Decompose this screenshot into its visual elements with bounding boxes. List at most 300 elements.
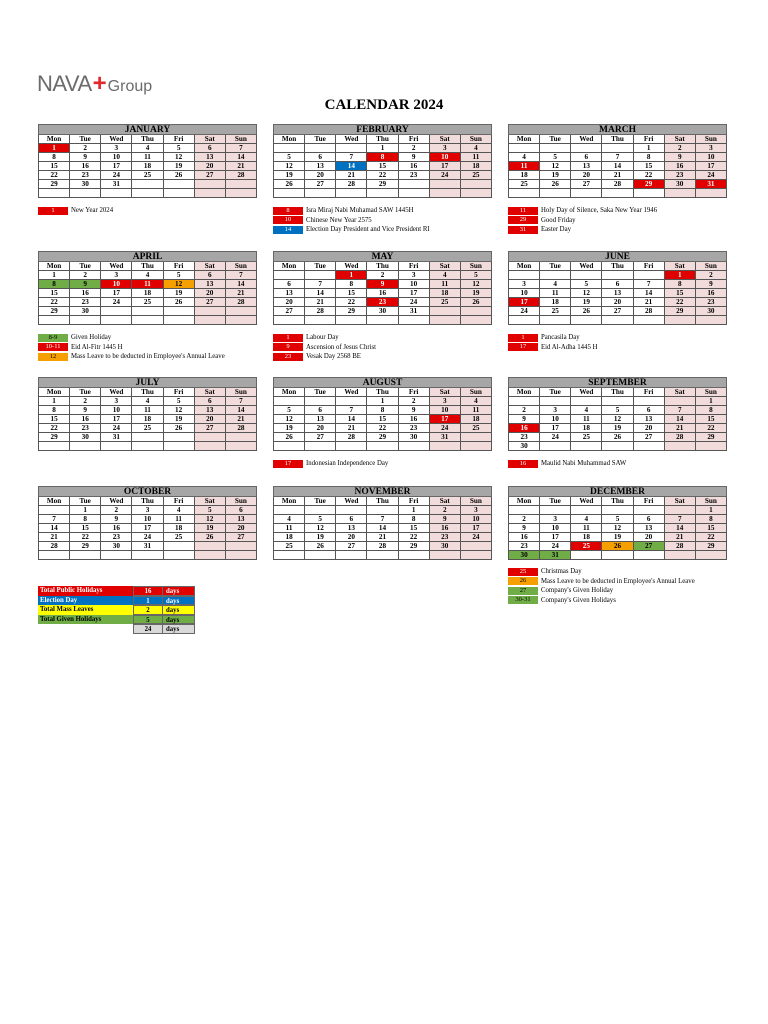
legend-day-chip: 26 bbox=[508, 577, 538, 585]
day-cell: 27 bbox=[195, 298, 226, 307]
day-cell: 12 bbox=[164, 280, 195, 289]
legend-day-chip: 27 bbox=[508, 587, 538, 595]
day-cell: 3 bbox=[101, 144, 132, 153]
day-cell bbox=[273, 271, 305, 280]
day-cell: 12 bbox=[164, 153, 195, 162]
day-cell: 28 bbox=[665, 542, 696, 551]
day-cell: 15 bbox=[634, 162, 665, 171]
weekday-header: Sun bbox=[696, 262, 727, 271]
day-cell: 21 bbox=[602, 171, 633, 180]
day-cell: 9 bbox=[101, 515, 132, 524]
weekday-header: Sun bbox=[461, 497, 492, 506]
day-cell: 20 bbox=[195, 162, 226, 171]
day-cell bbox=[226, 316, 257, 325]
legend-day-chip: 10-11 bbox=[38, 343, 68, 351]
day-cell: 2 bbox=[70, 144, 101, 153]
day-cell: 17 bbox=[461, 524, 492, 533]
day-cell bbox=[540, 397, 571, 406]
day-cell: 21 bbox=[226, 415, 257, 424]
legend-item bbox=[273, 352, 503, 362]
month-title: APRIL bbox=[38, 251, 257, 262]
day-cell: 22 bbox=[367, 171, 398, 180]
weekday-header: Thu bbox=[367, 262, 398, 271]
day-cell: 23 bbox=[508, 542, 540, 551]
day-cell: 27 bbox=[305, 433, 336, 442]
day-cell: 29 bbox=[696, 433, 727, 442]
day-cell bbox=[226, 307, 257, 316]
day-cell: 27 bbox=[195, 424, 226, 433]
month-july bbox=[38, 377, 257, 451]
day-cell bbox=[461, 180, 492, 189]
summary-value: 5 bbox=[133, 615, 163, 625]
day-cell bbox=[571, 144, 602, 153]
day-cell: 21 bbox=[336, 171, 367, 180]
day-cell bbox=[540, 144, 571, 153]
day-cell: 1 bbox=[634, 144, 665, 153]
day-cell: 29 bbox=[696, 542, 727, 551]
day-cell: 27 bbox=[336, 542, 367, 551]
legend-day-chip: 17 bbox=[273, 460, 303, 468]
day-cell bbox=[665, 442, 696, 451]
day-cell: 21 bbox=[305, 298, 336, 307]
day-cell bbox=[508, 506, 540, 515]
day-cell: 5 bbox=[461, 271, 492, 280]
day-cell: 4 bbox=[461, 144, 492, 153]
legend-text: Company's Given Holidays bbox=[541, 596, 616, 604]
legend-item bbox=[508, 596, 738, 606]
day-cell: 26 bbox=[195, 533, 226, 542]
day-cell bbox=[132, 180, 163, 189]
day-cell: 10 bbox=[461, 515, 492, 524]
day-cell: 18 bbox=[273, 533, 305, 542]
day-cell: 18 bbox=[132, 162, 163, 171]
month-title: JULY bbox=[38, 377, 257, 388]
day-cell bbox=[430, 442, 461, 451]
day-cell: 6 bbox=[226, 506, 257, 515]
day-cell: 3 bbox=[540, 515, 571, 524]
weekday-header: Tue bbox=[305, 497, 336, 506]
day-cell: 12 bbox=[273, 415, 305, 424]
day-cell: 13 bbox=[602, 289, 633, 298]
day-cell: 12 bbox=[164, 406, 195, 415]
day-cell: 6 bbox=[273, 280, 305, 289]
day-cell: 4 bbox=[571, 515, 602, 524]
day-cell bbox=[195, 189, 226, 198]
day-cell: 13 bbox=[571, 162, 602, 171]
day-cell bbox=[164, 180, 195, 189]
weekday-header: Tue bbox=[305, 262, 336, 271]
day-cell: 26 bbox=[571, 307, 602, 316]
day-cell: 26 bbox=[602, 542, 633, 551]
day-cell: 19 bbox=[164, 162, 195, 171]
day-cell: 17 bbox=[399, 289, 430, 298]
day-cell: 2 bbox=[665, 144, 696, 153]
weekday-header: Sat bbox=[430, 497, 461, 506]
day-cell bbox=[101, 442, 132, 451]
weekday-header: Mon bbox=[508, 135, 540, 144]
day-cell bbox=[508, 271, 540, 280]
day-cell: 11 bbox=[164, 515, 195, 524]
day-cell: 9 bbox=[70, 406, 101, 415]
day-cell: 11 bbox=[132, 280, 163, 289]
day-cell: 8 bbox=[38, 280, 70, 289]
day-cell bbox=[461, 189, 492, 198]
day-cell bbox=[305, 144, 336, 153]
day-cell: 30 bbox=[367, 307, 398, 316]
weekday-header: Sat bbox=[665, 135, 696, 144]
day-cell: 30 bbox=[508, 442, 540, 451]
day-cell: 1 bbox=[70, 506, 101, 515]
day-cell: 20 bbox=[571, 171, 602, 180]
day-cell: 4 bbox=[273, 515, 305, 524]
day-cell: 9 bbox=[70, 153, 101, 162]
day-cell: 16 bbox=[70, 415, 101, 424]
day-cell bbox=[38, 189, 70, 198]
day-cell: 1 bbox=[696, 397, 727, 406]
day-cell bbox=[571, 316, 602, 325]
day-cell: 24 bbox=[540, 433, 571, 442]
day-cell bbox=[273, 144, 305, 153]
day-cell: 11 bbox=[132, 153, 163, 162]
day-cell bbox=[696, 442, 727, 451]
weekday-header: Tue bbox=[305, 135, 336, 144]
day-cell: 9 bbox=[367, 280, 398, 289]
day-cell: 3 bbox=[101, 397, 132, 406]
day-cell bbox=[273, 189, 305, 198]
day-cell: 22 bbox=[38, 424, 70, 433]
day-cell bbox=[38, 506, 70, 515]
day-cell: 25 bbox=[132, 424, 163, 433]
day-cell: 23 bbox=[508, 433, 540, 442]
day-cell: 7 bbox=[226, 144, 257, 153]
day-cell bbox=[305, 506, 336, 515]
day-cell bbox=[132, 189, 163, 198]
day-cell bbox=[101, 551, 132, 560]
day-cell: 23 bbox=[367, 298, 398, 307]
day-cell: 12 bbox=[195, 515, 226, 524]
day-cell bbox=[461, 551, 492, 560]
summary-value: 24 bbox=[133, 624, 163, 634]
weekday-header: Thu bbox=[602, 497, 633, 506]
day-cell: 22 bbox=[696, 424, 727, 433]
day-cell bbox=[132, 433, 163, 442]
legend-january bbox=[38, 206, 268, 216]
day-cell: 28 bbox=[665, 433, 696, 442]
logo-name: NAVA bbox=[37, 71, 92, 96]
legend-item bbox=[273, 343, 503, 353]
day-cell: 1 bbox=[336, 271, 367, 280]
weekday-header: Sun bbox=[226, 262, 257, 271]
logo-group: Group bbox=[107, 78, 153, 95]
day-cell: 27 bbox=[571, 180, 602, 189]
weekday-header: Mon bbox=[38, 388, 70, 397]
day-cell: 1 bbox=[696, 506, 727, 515]
day-cell bbox=[336, 397, 367, 406]
weekday-header: Wed bbox=[571, 135, 602, 144]
legend-item bbox=[38, 343, 268, 353]
day-cell: 1 bbox=[38, 271, 70, 280]
day-cell: 19 bbox=[540, 171, 571, 180]
day-cell bbox=[101, 316, 132, 325]
day-cell: 7 bbox=[367, 515, 398, 524]
day-cell: 13 bbox=[195, 280, 226, 289]
day-cell: 15 bbox=[367, 415, 398, 424]
day-cell: 13 bbox=[226, 515, 257, 524]
day-cell: 31 bbox=[540, 551, 571, 560]
summary-row bbox=[38, 596, 195, 606]
weekday-header: Wed bbox=[571, 497, 602, 506]
legend-item bbox=[273, 459, 503, 469]
day-cell: 25 bbox=[164, 533, 195, 542]
month-title: FEBRUARY bbox=[273, 124, 492, 135]
day-cell: 13 bbox=[634, 524, 665, 533]
legend-item bbox=[273, 333, 503, 343]
legend-item bbox=[273, 216, 503, 226]
legend-item bbox=[273, 225, 503, 235]
day-cell: 2 bbox=[367, 271, 398, 280]
day-cell: 30 bbox=[665, 180, 696, 189]
summary-unit: days bbox=[163, 624, 195, 634]
legend-text: Holy Day of Silence, Saka New Year 1946 bbox=[541, 207, 658, 215]
day-cell bbox=[602, 316, 633, 325]
day-cell: 24 bbox=[430, 424, 461, 433]
day-cell: 25 bbox=[461, 171, 492, 180]
day-cell: 30 bbox=[430, 542, 461, 551]
day-cell: 5 bbox=[602, 515, 633, 524]
day-cell: 19 bbox=[602, 424, 633, 433]
legend-march bbox=[508, 206, 738, 235]
weekday-header: Wed bbox=[101, 262, 132, 271]
day-cell bbox=[367, 551, 398, 560]
day-cell: 1 bbox=[38, 144, 70, 153]
day-cell: 3 bbox=[101, 271, 132, 280]
day-cell: 21 bbox=[226, 289, 257, 298]
day-cell: 14 bbox=[38, 524, 70, 533]
day-cell bbox=[70, 316, 101, 325]
day-cell: 4 bbox=[132, 397, 163, 406]
day-cell bbox=[195, 551, 226, 560]
day-cell bbox=[273, 316, 305, 325]
day-cell: 9 bbox=[399, 406, 430, 415]
day-cell: 3 bbox=[430, 144, 461, 153]
day-cell bbox=[508, 189, 540, 198]
day-cell: 25 bbox=[571, 542, 602, 551]
day-cell: 2 bbox=[508, 515, 540, 524]
day-cell: 23 bbox=[70, 171, 101, 180]
day-cell: 14 bbox=[665, 415, 696, 424]
day-cell: 27 bbox=[273, 307, 305, 316]
day-cell: 21 bbox=[38, 533, 70, 542]
day-cell: 16 bbox=[70, 162, 101, 171]
day-cell: 31 bbox=[399, 307, 430, 316]
month-title: MARCH bbox=[508, 124, 727, 135]
day-cell: 5 bbox=[195, 506, 226, 515]
weekday-header: Tue bbox=[540, 135, 571, 144]
legend-item bbox=[508, 577, 738, 587]
day-cell: 17 bbox=[540, 424, 571, 433]
day-cell bbox=[305, 271, 336, 280]
day-cell: 16 bbox=[70, 289, 101, 298]
day-cell: 13 bbox=[336, 524, 367, 533]
legend-item bbox=[508, 343, 738, 353]
day-cell: 7 bbox=[336, 406, 367, 415]
weekday-header: Tue bbox=[540, 497, 571, 506]
day-cell bbox=[132, 442, 163, 451]
summary-row bbox=[38, 615, 195, 625]
day-cell: 4 bbox=[132, 271, 163, 280]
day-cell: 24 bbox=[101, 171, 132, 180]
day-cell bbox=[367, 316, 398, 325]
day-cell: 12 bbox=[305, 524, 336, 533]
weekday-header: Sun bbox=[226, 497, 257, 506]
day-cell: 19 bbox=[571, 298, 602, 307]
legend-text: Company's Given Holiday bbox=[541, 587, 614, 595]
day-cell: 24 bbox=[508, 307, 540, 316]
summary-label: Election Day bbox=[38, 596, 133, 606]
day-cell: 22 bbox=[336, 298, 367, 307]
day-cell: 4 bbox=[132, 144, 163, 153]
day-cell: 5 bbox=[540, 153, 571, 162]
day-cell: 10 bbox=[696, 153, 727, 162]
legend-item bbox=[38, 352, 268, 362]
legend-text: Election Day President and Vice President RI bbox=[306, 226, 430, 234]
day-cell: 12 bbox=[602, 524, 633, 533]
day-cell: 2 bbox=[70, 271, 101, 280]
day-cell: 5 bbox=[273, 153, 305, 162]
month-title: MAY bbox=[273, 251, 492, 262]
day-cell: 22 bbox=[367, 424, 398, 433]
day-cell: 11 bbox=[571, 524, 602, 533]
day-cell: 6 bbox=[195, 397, 226, 406]
day-cell: 7 bbox=[226, 271, 257, 280]
company-logo bbox=[37, 70, 152, 98]
legend-text: Eid Al-Fitr 1445 H bbox=[71, 343, 123, 351]
day-cell bbox=[634, 189, 665, 198]
day-cell: 31 bbox=[696, 180, 727, 189]
day-cell bbox=[336, 551, 367, 560]
day-cell: 30 bbox=[101, 542, 132, 551]
weekday-header: Sun bbox=[461, 135, 492, 144]
day-cell: 15 bbox=[38, 415, 70, 424]
month-title: AUGUST bbox=[273, 377, 492, 388]
day-cell: 16 bbox=[508, 424, 540, 433]
day-cell: 21 bbox=[226, 162, 257, 171]
day-cell: 26 bbox=[273, 433, 305, 442]
day-cell: 4 bbox=[164, 506, 195, 515]
summary-row bbox=[38, 605, 195, 615]
day-cell bbox=[540, 506, 571, 515]
day-cell: 14 bbox=[226, 280, 257, 289]
weekday-header: Sat bbox=[665, 388, 696, 397]
weekday-header: Fri bbox=[164, 135, 195, 144]
day-cell: 7 bbox=[226, 397, 257, 406]
weekday-header: Wed bbox=[571, 388, 602, 397]
day-cell: 17 bbox=[430, 415, 461, 424]
day-cell: 3 bbox=[430, 397, 461, 406]
day-cell: 22 bbox=[38, 171, 70, 180]
day-cell: 15 bbox=[367, 162, 398, 171]
legend-item bbox=[273, 206, 503, 216]
weekday-header: Fri bbox=[399, 135, 430, 144]
day-cell: 10 bbox=[132, 515, 163, 524]
day-cell: 15 bbox=[336, 289, 367, 298]
day-cell: 2 bbox=[399, 397, 430, 406]
day-cell: 14 bbox=[665, 524, 696, 533]
day-cell bbox=[461, 442, 492, 451]
day-cell bbox=[602, 551, 633, 560]
day-cell: 1 bbox=[399, 506, 430, 515]
legend-text: Good Friday bbox=[541, 216, 576, 224]
day-cell bbox=[634, 506, 665, 515]
month-title: JANUARY bbox=[38, 124, 257, 135]
legend-text: Given Holiday bbox=[71, 334, 112, 342]
month-september bbox=[508, 377, 727, 451]
day-cell bbox=[399, 442, 430, 451]
day-cell bbox=[602, 189, 633, 198]
day-cell: 28 bbox=[305, 307, 336, 316]
day-cell: 20 bbox=[602, 298, 633, 307]
month-november bbox=[273, 486, 492, 560]
day-cell: 8 bbox=[696, 515, 727, 524]
day-cell bbox=[38, 551, 70, 560]
day-cell: 16 bbox=[399, 415, 430, 424]
weekday-header: Tue bbox=[540, 262, 571, 271]
weekday-header: Fri bbox=[634, 388, 665, 397]
day-cell: 17 bbox=[101, 415, 132, 424]
day-cell bbox=[336, 144, 367, 153]
day-cell: 4 bbox=[540, 280, 571, 289]
day-cell: 11 bbox=[430, 280, 461, 289]
day-cell: 10 bbox=[101, 153, 132, 162]
day-cell: 20 bbox=[305, 424, 336, 433]
day-cell bbox=[195, 307, 226, 316]
day-cell: 10 bbox=[508, 289, 540, 298]
month-december bbox=[508, 486, 727, 560]
day-cell bbox=[195, 433, 226, 442]
day-cell: 15 bbox=[399, 524, 430, 533]
weekday-header: Sat bbox=[195, 497, 226, 506]
day-cell: 3 bbox=[508, 280, 540, 289]
day-cell: 5 bbox=[164, 397, 195, 406]
day-cell: 27 bbox=[634, 542, 665, 551]
day-cell bbox=[430, 189, 461, 198]
day-cell: 29 bbox=[336, 307, 367, 316]
day-cell: 14 bbox=[602, 162, 633, 171]
day-cell bbox=[508, 397, 540, 406]
day-cell: 2 bbox=[508, 406, 540, 415]
legend-day-chip: 1 bbox=[38, 207, 68, 215]
weekday-header: Wed bbox=[101, 135, 132, 144]
day-cell: 28 bbox=[226, 171, 257, 180]
weekday-header: Fri bbox=[399, 388, 430, 397]
day-cell: 7 bbox=[634, 280, 665, 289]
day-cell: 31 bbox=[101, 180, 132, 189]
day-cell bbox=[273, 551, 305, 560]
day-cell bbox=[305, 316, 336, 325]
day-cell bbox=[602, 144, 633, 153]
weekday-header: Sun bbox=[696, 497, 727, 506]
weekday-header: Fri bbox=[399, 262, 430, 271]
weekday-header: Mon bbox=[508, 497, 540, 506]
day-cell: 1 bbox=[38, 397, 70, 406]
weekday-header: Thu bbox=[367, 388, 398, 397]
day-cell bbox=[634, 397, 665, 406]
day-cell bbox=[101, 189, 132, 198]
day-cell bbox=[367, 189, 398, 198]
day-cell: 26 bbox=[540, 180, 571, 189]
day-cell bbox=[461, 316, 492, 325]
legend-day-chip: 11 bbox=[508, 207, 538, 215]
